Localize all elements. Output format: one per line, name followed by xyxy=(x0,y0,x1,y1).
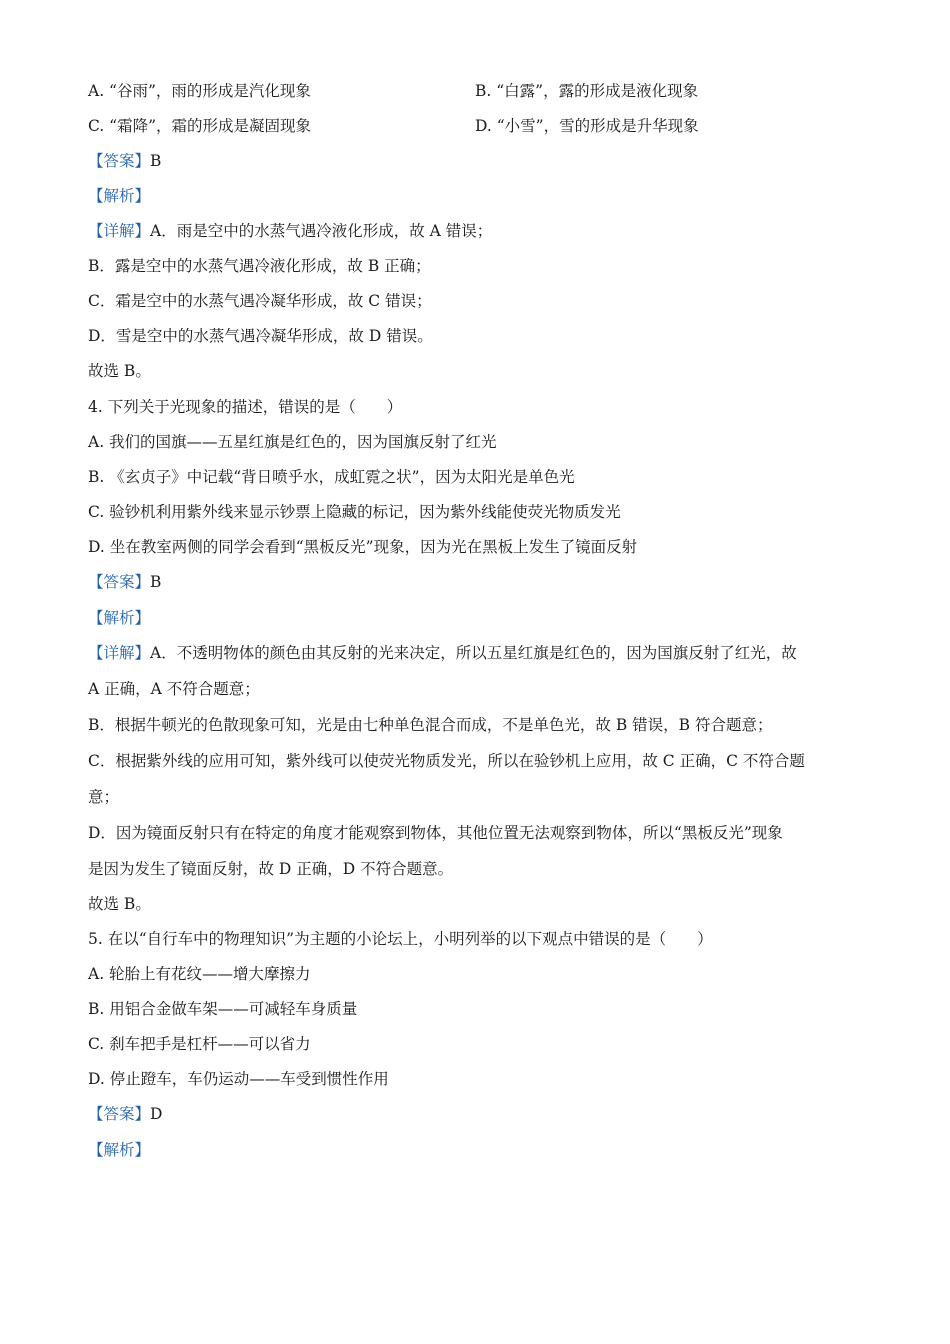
answer-value: B xyxy=(150,152,162,170)
detail-tag: 【详解】 xyxy=(88,222,151,240)
q4-option-c: C. 验钞机利用紫外线来显示钞票上隐藏的标记，因为紫外线能使荧光物质发光 xyxy=(88,503,621,521)
answer-tag: 【答案】 xyxy=(88,152,151,170)
answer-tag: 【答案】 xyxy=(88,1105,151,1123)
q5-option-a: A. 轮胎上有花纹——增大摩擦力 xyxy=(88,965,311,983)
q4-detail-a-line-2: A 正确，A 不符合题意； xyxy=(88,680,260,698)
q4-option-a: A. 我们的国旗——五星红旗是红色的，因为国旗反射了红光 xyxy=(88,433,497,451)
analysis-tag: 【解析】 xyxy=(88,609,151,627)
q3-detail-line-4: D．雪是空中的水蒸气遇冷凝华形成，故 D 错误。 xyxy=(88,327,433,345)
detail-text: A．不透明物体的颜色由其反射的光来决定，所以五星红旗是红色的，因为国旗反射了红光，故 xyxy=(150,644,797,662)
q5-answer-line xyxy=(88,1103,162,1125)
q4-detail-b: B．根据牛顿光的色散现象可知，光是由七种单色混合而成，不是单色光，故 B 错误，B 符合题意； xyxy=(88,716,773,734)
q3-option-a: A. “谷雨”，雨的形成是汽化现象 xyxy=(88,82,311,100)
answer-tag: 【答案】 xyxy=(88,573,151,591)
analysis-tag: 【解析】 xyxy=(88,187,151,205)
q4-answer-line xyxy=(88,571,161,593)
analysis-tag: 【解析】 xyxy=(88,1141,151,1159)
q5-analysis-tag xyxy=(88,1139,150,1161)
q3-option-b: B. “白露”，露的形成是液化现象 xyxy=(475,82,699,100)
q4-option-b: B. 《玄贞子》中记载“背日喷乎水，成虹霓之状”，因为太阳光是单色光 xyxy=(88,468,575,486)
q3-detail-line-3: C．霜是空中的水蒸气遇冷凝华形成，故 C 错误； xyxy=(88,292,432,310)
q3-answer-line xyxy=(88,150,161,172)
q5-stem: 5. 在以“自行车中的物理知识”为主题的小论坛上，小明列举的以下观点中错误的是（ ） xyxy=(88,930,713,948)
q3-option-c: C. “霜降”，霜的形成是凝固现象 xyxy=(88,117,312,135)
q4-detail-c-line-1: C．根据紫外线的应用可知，紫外线可以使荧光物质发光，所以在验钞机上应用，故 C 正确，C 不符合题 xyxy=(88,752,805,770)
q3-option-d: D. “小雪”，雪的形成是升华现象 xyxy=(475,117,699,135)
q4-detail-c-line-2: 意； xyxy=(88,788,120,806)
q4-detail-a-line-1 xyxy=(88,642,797,664)
q5-option-c: C. 刹车把手是杠杆——可以省力 xyxy=(88,1035,311,1053)
q4-conclusion: 故选 B。 xyxy=(88,895,151,913)
detail-tag: 【详解】 xyxy=(88,644,151,662)
q4-detail-d-line-2: 是因为发生了镜面反射，故 D 正确，D 不符合题意。 xyxy=(88,860,454,878)
answer-value: B xyxy=(150,573,162,591)
q5-option-b: B. 用铝合金做车架——可减轻车身质量 xyxy=(88,1000,358,1018)
q4-detail-d-line-1: D．因为镜面反射只有在特定的角度才能观察到物体，其他位置无法观察到物体，所以“黑板反光”现象 xyxy=(88,824,783,842)
q4-stem: 4. 下列关于光现象的描述，错误的是（ ） xyxy=(88,398,403,416)
q5-option-d: D. 停止蹬车，车仍运动——车受到惯性作用 xyxy=(88,1070,389,1088)
q3-detail-line-2: B．露是空中的水蒸气遇冷液化形成，故 B 正确； xyxy=(88,257,431,275)
q4-analysis-tag xyxy=(88,607,150,629)
q3-detail-line-1 xyxy=(88,220,492,242)
detail-text: A．雨是空中的水蒸气遇冷液化形成，故 A 错误； xyxy=(150,222,493,240)
q3-conclusion: 故选 B。 xyxy=(88,362,151,380)
answer-value: D xyxy=(150,1105,163,1123)
q3-analysis-tag xyxy=(88,185,150,207)
q4-option-d: D. 坐在教室两侧的同学会看到“黑板反光”现象，因为光在黑板上发生了镜面反射 xyxy=(88,538,638,556)
